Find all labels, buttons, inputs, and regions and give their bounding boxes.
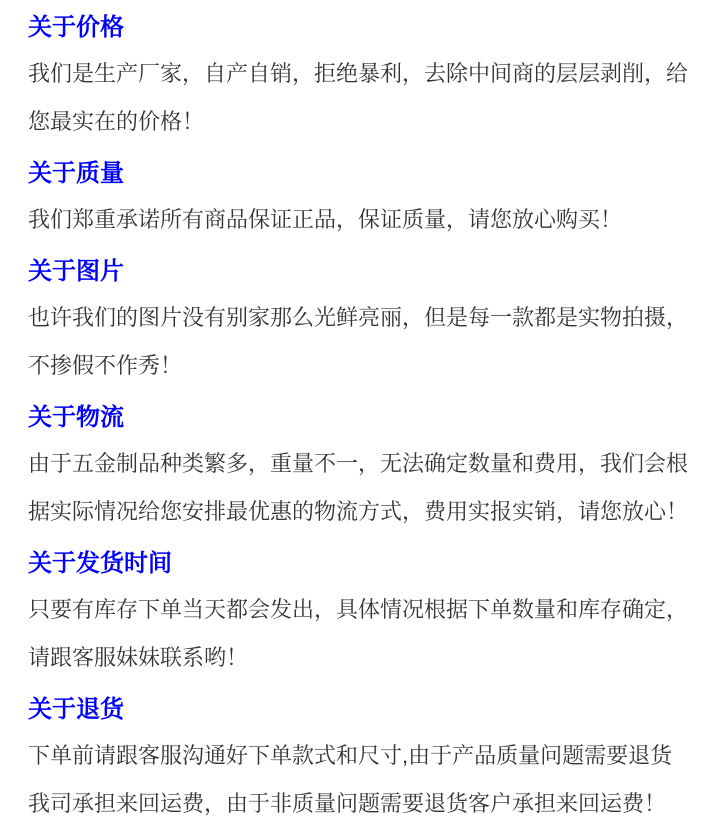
section-body-line: 我司承担来回运费，由于非质量问题需要退货客户承担来回运费！ [28, 791, 667, 816]
section-body-line: 不掺假不作秀！ [28, 353, 183, 378]
section-quality [28, 160, 706, 244]
section-body-line: 我们是生产厂家，自产自销，拒绝暴利，去除中间商的层层剥削，给 [28, 61, 689, 86]
section-body-line: 据实际情况给您安排最优惠的物流方式，费用实报实销，请您放心！ [28, 499, 689, 524]
section-heading-logistics: 关于物流 [28, 404, 124, 431]
section-body-line: 只要有库存下单当天都会发出，具体情况根据下单数量和库存确定， [28, 597, 689, 622]
section-pictures [28, 258, 706, 390]
section-heading-shipping-time: 关于发货时间 [28, 550, 172, 577]
section-body-line: 请跟客服妹妹联系哟！ [28, 645, 249, 670]
section-logistics [28, 404, 706, 536]
section-body-line: 我们郑重承诺所有商品保证正品，保证质量，请您放心购买！ [28, 207, 623, 232]
section-heading-returns: 关于退货 [28, 696, 124, 723]
section-heading-pictures: 关于图片 [28, 258, 124, 285]
section-body-line: 下单前请跟客服沟通好下单款式和尺寸,由于产品质量问题需要退货 [28, 743, 673, 768]
section-body-line: 由于五金制品种类繁多，重量不一，无法确定数量和费用，我们会根 [28, 451, 689, 476]
section-price [28, 14, 706, 146]
section-returns [28, 696, 706, 828]
section-body-line: 也许我们的图片没有别家那么光鲜亮丽，但是每一款都是实物拍摄， [28, 305, 689, 330]
section-shipping-time [28, 550, 706, 682]
section-body-line: 您最实在的价格！ [28, 109, 205, 134]
section-heading-quality: 关于质量 [28, 160, 124, 187]
section-heading-price: 关于价格 [28, 14, 124, 41]
